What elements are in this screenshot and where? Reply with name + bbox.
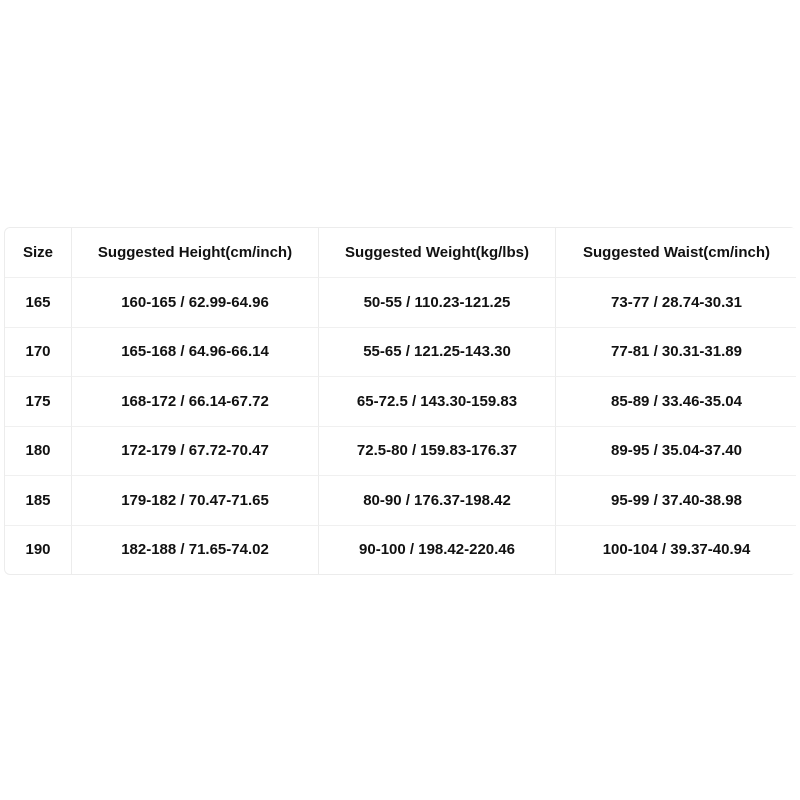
weight-cell: 50-55 / 110.23-121.25 bbox=[319, 278, 556, 328]
weight-cell: 65-72.5 / 143.30-159.83 bbox=[319, 377, 556, 427]
table-row bbox=[5, 526, 796, 575]
waist-cell: 89-95 / 35.04-37.40 bbox=[556, 427, 796, 477]
height-cell: 168-172 / 66.14-67.72 bbox=[72, 377, 319, 427]
size-cell: 185 bbox=[5, 476, 72, 526]
column-header-size: Size bbox=[5, 228, 72, 278]
weight-cell: 55-65 / 121.25-143.30 bbox=[319, 328, 556, 378]
size-cell: 190 bbox=[5, 526, 72, 575]
size-chart-table bbox=[4, 227, 796, 575]
height-cell: 165-168 / 64.96-66.14 bbox=[72, 328, 319, 378]
height-cell: 179-182 / 70.47-71.65 bbox=[72, 476, 319, 526]
column-header-waist: Suggested Waist(cm/inch) bbox=[556, 228, 796, 278]
column-header-height: Suggested Height(cm/inch) bbox=[72, 228, 319, 278]
height-cell: 172-179 / 67.72-70.47 bbox=[72, 427, 319, 477]
table-row bbox=[5, 328, 796, 378]
table-row bbox=[5, 427, 796, 477]
waist-cell: 95-99 / 37.40-38.98 bbox=[556, 476, 796, 526]
height-cell: 182-188 / 71.65-74.02 bbox=[72, 526, 319, 575]
size-cell: 170 bbox=[5, 328, 72, 378]
weight-cell: 80-90 / 176.37-198.42 bbox=[319, 476, 556, 526]
height-cell: 160-165 / 62.99-64.96 bbox=[72, 278, 319, 328]
waist-cell: 77-81 / 30.31-31.89 bbox=[556, 328, 796, 378]
size-cell: 180 bbox=[5, 427, 72, 477]
table-row bbox=[5, 278, 796, 328]
size-cell: 165 bbox=[5, 278, 72, 328]
table-row bbox=[5, 476, 796, 526]
size-chart bbox=[4, 227, 796, 575]
weight-cell: 90-100 / 198.42-220.46 bbox=[319, 526, 556, 575]
column-header-weight: Suggested Weight(kg/lbs) bbox=[319, 228, 556, 278]
waist-cell: 85-89 / 33.46-35.04 bbox=[556, 377, 796, 427]
header-row bbox=[5, 228, 796, 278]
table-row bbox=[5, 377, 796, 427]
waist-cell: 73-77 / 28.74-30.31 bbox=[556, 278, 796, 328]
size-cell: 175 bbox=[5, 377, 72, 427]
weight-cell: 72.5-80 / 159.83-176.37 bbox=[319, 427, 556, 477]
waist-cell: 100-104 / 39.37-40.94 bbox=[602, 541, 751, 559]
